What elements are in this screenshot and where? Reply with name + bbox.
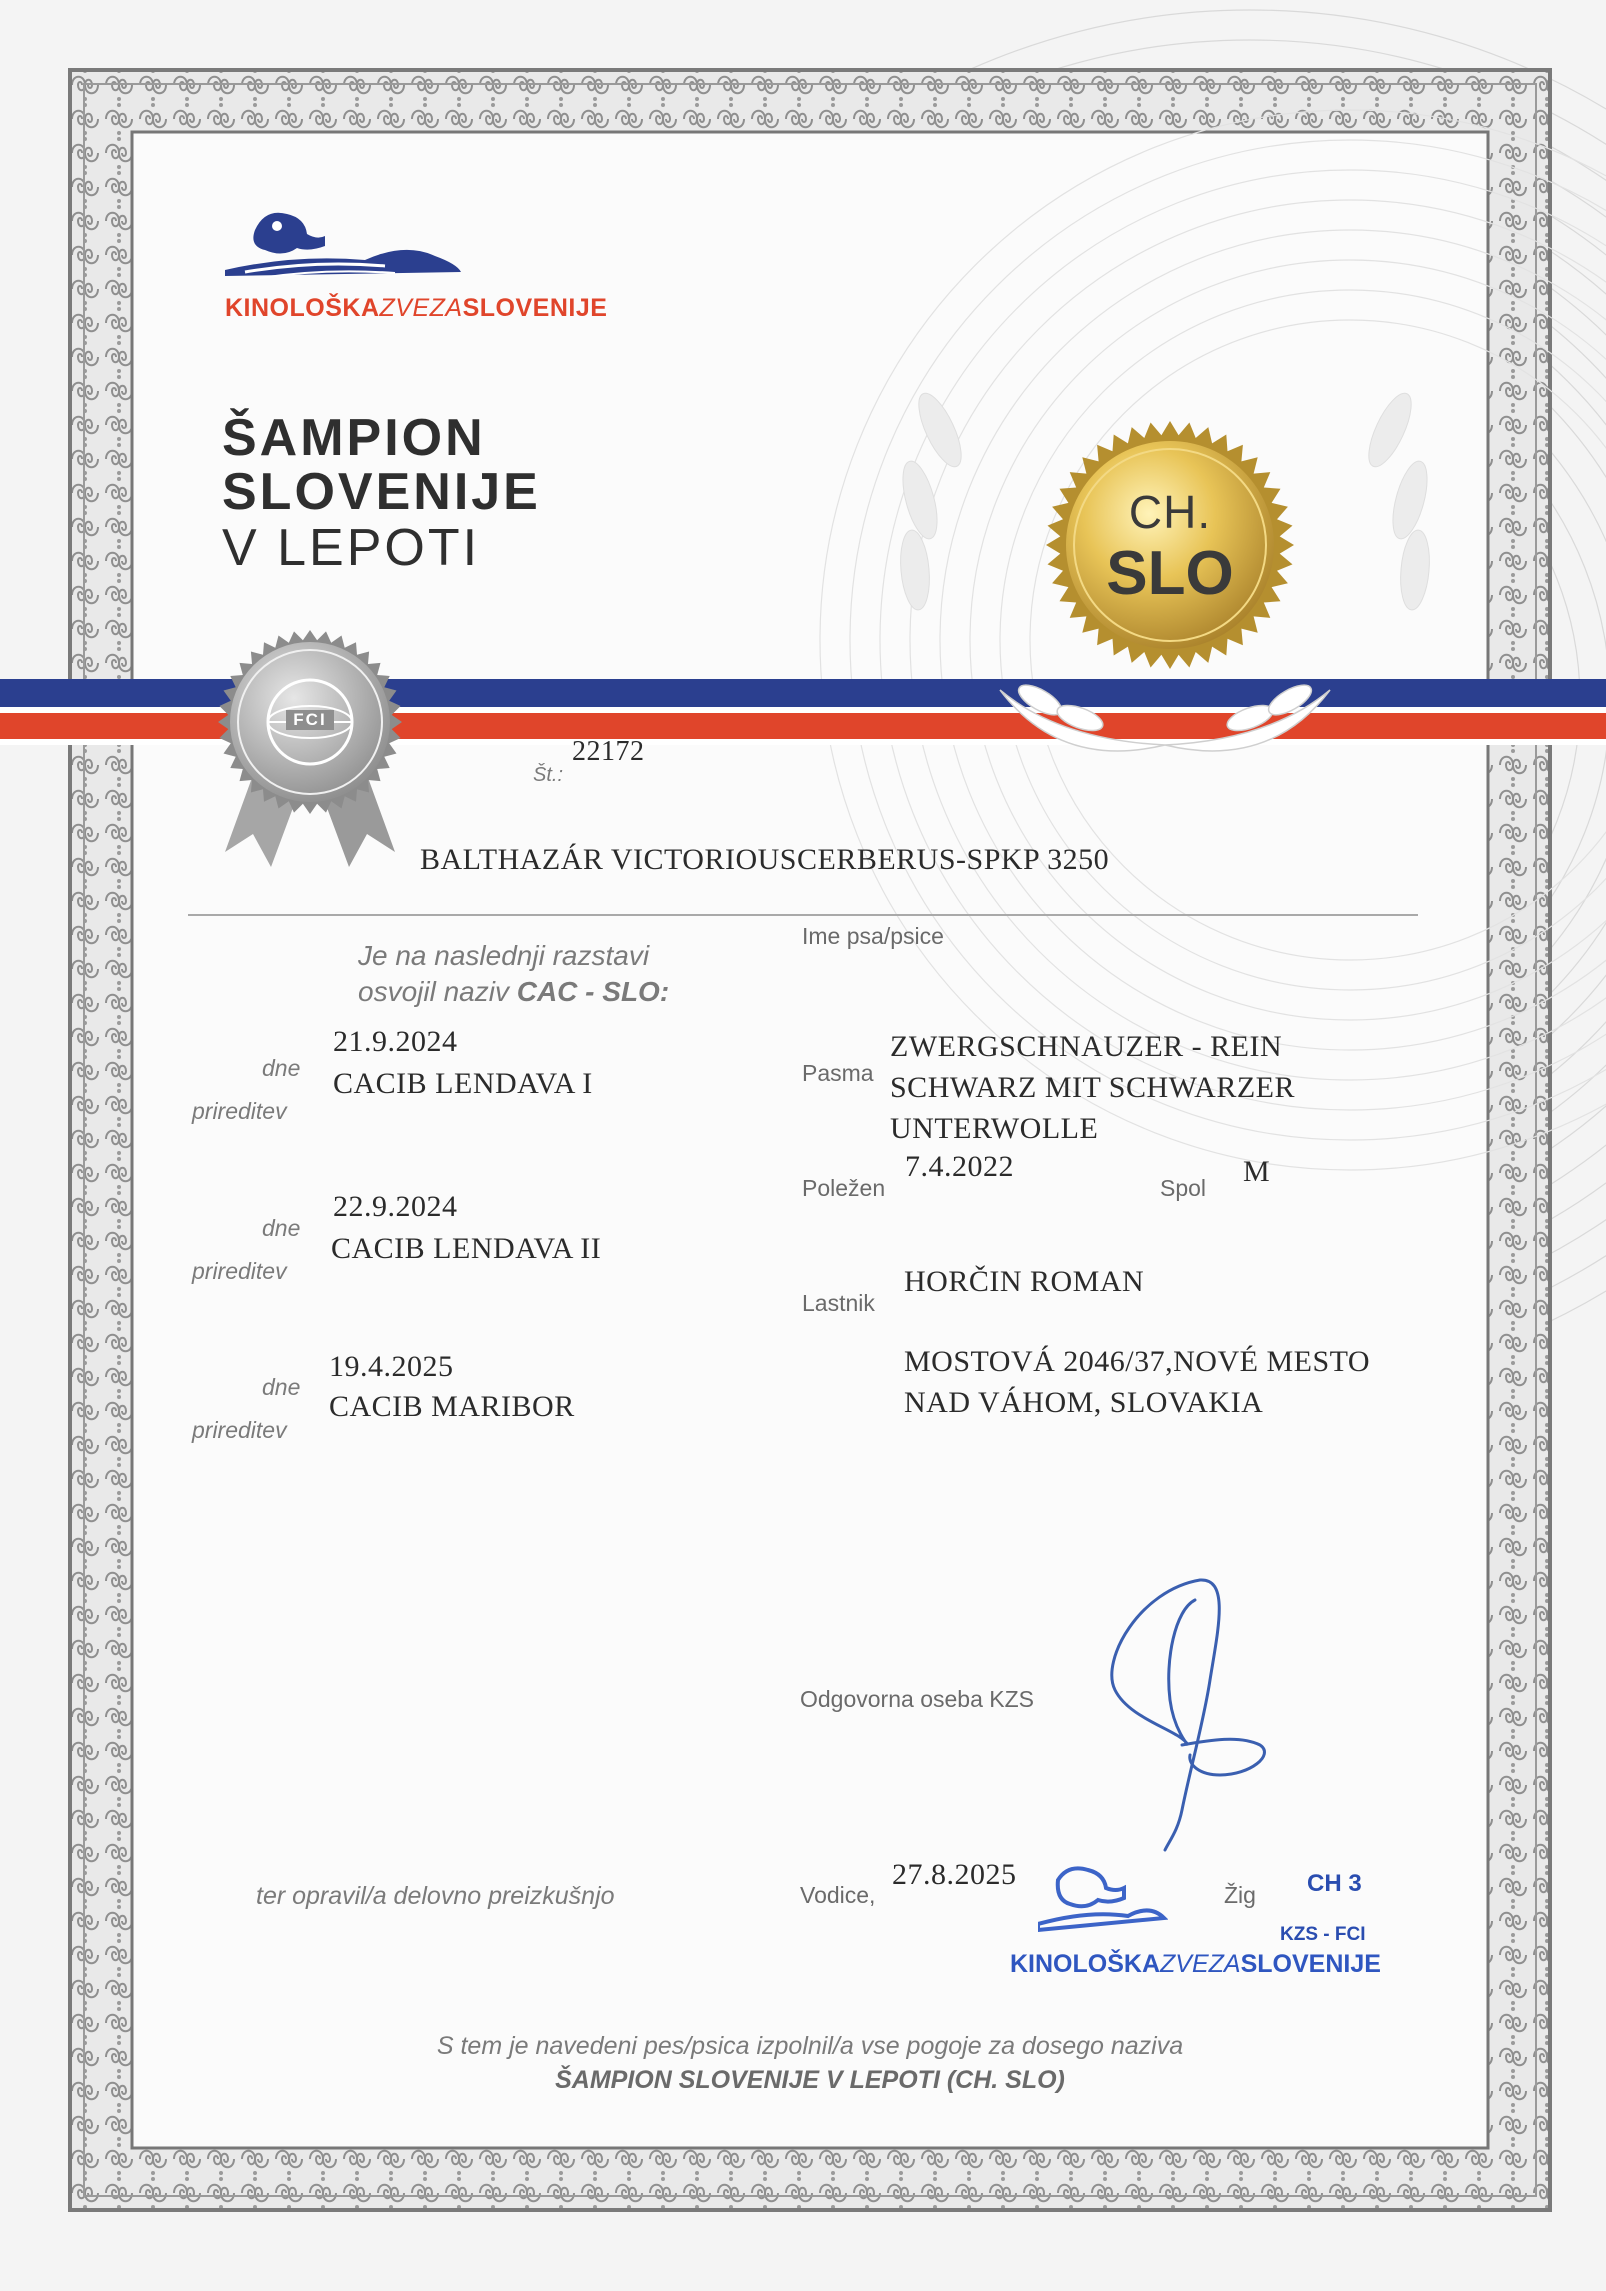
owner-address1: MOSTOVÁ 2046/37,NOVÉ MESTO [904, 1345, 1371, 1378]
owner-address2: NAD VÁHOM, SLOVAKIA [904, 1386, 1264, 1419]
show3-date: 19.4.2025 [329, 1350, 454, 1383]
show1-date-label: dne [262, 1055, 301, 1081]
title-line2: SLOVENIJE [222, 463, 541, 521]
show3-date-label: dne [262, 1374, 301, 1400]
show2-date: 22.9.2024 [333, 1190, 458, 1223]
fci-seal-text: FCI [286, 710, 334, 730]
stamp-sub: KZS - FCI [1280, 1924, 1366, 1945]
show2-event: CACIB LENDAVA II [331, 1232, 602, 1265]
org-name-part2: ZVEZA [379, 294, 463, 322]
stamp-label: Žig [1224, 1882, 1256, 1908]
work-test-label: ter opravil/a delovno preizkušnjo [256, 1882, 615, 1910]
dog-name-label: Ime psa/psice [802, 923, 944, 949]
signature [1070, 1570, 1290, 1870]
owner-name: HORČIN ROMAN [904, 1265, 1145, 1298]
responsible-label: Odgovorna oseba KZS [800, 1686, 1034, 1712]
show2-date-label: dne [262, 1215, 301, 1241]
footer-line2: ŠAMPION SLOVENIJE V LEPOTI (CH. SLO) [555, 2066, 1065, 2094]
sex-value: M [1243, 1155, 1271, 1188]
stamp-code: CH 3 [1307, 1870, 1362, 1897]
footer-line1: S tem je navedeni pes/psica izpolnil/a vse pogoje za dosego naziva [436, 2032, 1184, 2060]
place-label: Vodice, [800, 1882, 876, 1908]
show3-event-label: prireditev [192, 1417, 287, 1443]
kzs-logo-icon [225, 200, 465, 286]
number-value: 22172 [572, 736, 645, 767]
org-name-part3: SLOVENIJE [462, 294, 608, 322]
show2-event-label: prireditev [192, 1258, 287, 1284]
dog-name-line [188, 914, 1418, 916]
seal-line2: SLO [1106, 539, 1234, 608]
intro-line2 [358, 976, 669, 1008]
show3-event: CACIB MARIBOR [329, 1390, 575, 1423]
intro-line2-prefix: osvojil naziv [358, 976, 517, 1007]
show1-date: 21.9.2024 [333, 1025, 458, 1058]
title-line1: ŠAMPION [222, 409, 486, 467]
place-date: 27.8.2025 [892, 1858, 1017, 1891]
org-name-part1: KINOLOŠKA [225, 294, 380, 322]
intro-line1: Je na naslednji razstavi [358, 940, 650, 971]
birth-value: 7.4.2022 [905, 1150, 1014, 1183]
breed-label: Pasma [802, 1060, 874, 1086]
dog-name: BALTHAZÁR VICTORIOUSCERBERUS-SPKP 3250 [420, 843, 1110, 876]
breed-line2: SCHWARZ MIT SCHWARZER [890, 1071, 1295, 1104]
org-name [225, 294, 607, 323]
breed-line1: ZWERGSCHNAUZER - REIN [890, 1030, 1283, 1063]
intro-title: CAC - SLO: [516, 976, 670, 1007]
owner-label: Lastnik [802, 1290, 875, 1316]
fci-seal [205, 622, 415, 872]
stamp-org-part3: SLOVENIJE [1240, 1950, 1381, 1978]
title-line3: V LEPOTI [222, 519, 481, 577]
sex-label: Spol [1160, 1175, 1207, 1201]
seal-line1: CH. [1128, 486, 1212, 538]
show1-event: CACIB LENDAVA I [333, 1067, 593, 1100]
stamp-org-part2: ZVEZA [1160, 1950, 1241, 1978]
stamp-org-part1: KINOLOŠKA [1010, 1950, 1160, 1978]
breed-line3: UNTERWOLLE [890, 1112, 1099, 1145]
birth-label: Poležen [802, 1175, 886, 1201]
number-label: Št.: [533, 764, 564, 786]
show1-event-label: prireditev [192, 1098, 287, 1124]
stamp-org [1010, 1950, 1381, 1979]
stamp-dog-icon [1038, 1860, 1168, 1946]
